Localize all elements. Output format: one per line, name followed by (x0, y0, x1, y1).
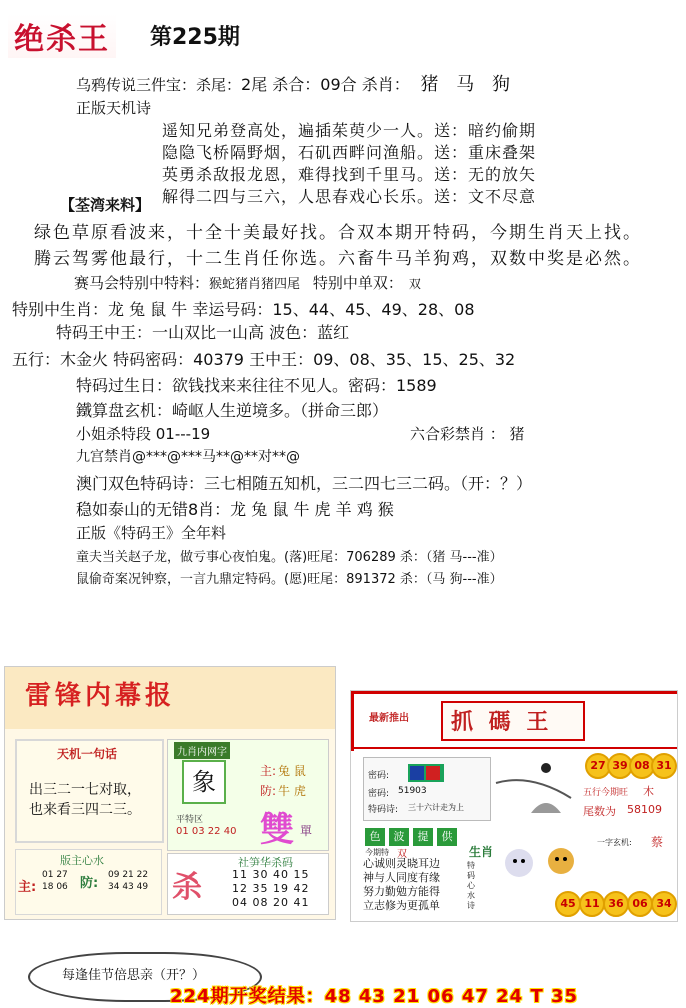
poem-label: 特码诗: (368, 805, 399, 815)
tab-gong: 供 (437, 828, 457, 846)
shuang-char: 雙 (260, 810, 294, 850)
top-ball: 27 (585, 753, 611, 779)
danshuang-label: 特别中单双： (312, 274, 403, 292)
zhu2-label: 主: (18, 880, 37, 895)
liuhecai-line: 六合彩禁肖 ： 猪 (410, 425, 525, 443)
yizi-label: 一字玄机: (597, 838, 632, 847)
wuxing-value: 木 (643, 785, 654, 798)
wuya-zodiac: 猪 马 狗 (420, 74, 516, 95)
verse-1: 绿色草原看波来，十全十美最好找。合双本期开特码，今期生肖天上找。 (34, 223, 642, 243)
bottom-ball: 06 (627, 891, 653, 917)
sheban-nums-3: 04 08 20 41 (232, 896, 310, 909)
issue-number: 第225期 (150, 25, 240, 50)
yizi-value: 蔡 (651, 835, 664, 849)
tianji-text-2: 也来看三四二三。 (29, 802, 141, 818)
jiugong-line: 九宫禁肖@***@***马**@**对**@ (76, 449, 300, 465)
poem-line-2: 隐隐飞桥隔野烟，石矶西畔问渔船。送：重床叠架 (162, 143, 537, 162)
poem-line-1: 遥知兄弟登高处，遍插茱萸少一人。送：暗约偷期 (162, 121, 537, 140)
guoshengri-line: 特码过生日：欲钱找来来往往不见人。密码：1589 (76, 376, 437, 395)
saima-label: 赛马会特别中特料： (74, 274, 210, 292)
logo-block-icon (410, 766, 424, 780)
wuya-tail: 2尾 杀合：09合 杀肖： (241, 75, 410, 94)
tianji-label: 天机一句话 (57, 747, 118, 761)
weishu-label: 尾数为 (583, 805, 616, 818)
cartoon-mice-icon (497, 837, 587, 887)
verse-2: 腾云驾雾他最行，十二生肖任你选。六畜牛马羊狗鸡，双数中奖是必然。 (34, 249, 642, 269)
zhuamawang-title: 抓 碼 王 (451, 710, 553, 735)
tianji-title: 正版天机诗 (76, 99, 152, 117)
quanwan-heading: 【荃湾来料】 (60, 196, 151, 214)
logo-title: 绝杀王 (8, 14, 116, 58)
bottom-ball: 36 (603, 891, 629, 917)
left-nums-1: 01 27 (42, 870, 68, 880)
top-ball: 31 (651, 753, 677, 779)
new-tag: 最新推出 (369, 713, 409, 724)
poem4-line-4: 立志修为更孤单 (363, 899, 440, 912)
jinqi-label: 今期特 (365, 848, 389, 857)
sheban-nums-1: 11 30 40 15 (232, 868, 310, 881)
wenru-line: 稳如泰山的无错8肖：龙 兔 鼠 牛 虎 羊 鸡 猴 (76, 500, 394, 519)
zhengban-line: 正版《特码王》全年料 (76, 524, 227, 542)
top-red-line (351, 691, 677, 694)
bottom-ball: 45 (555, 891, 581, 917)
jiuxiao-box (167, 739, 329, 851)
tebie-shengxiao-line: 特别中生肖：龙 兔 鼠 牛 幸运号码：15、44、45、49、28、08 (12, 300, 475, 319)
zhu-value: 兔 鼠 (278, 764, 306, 778)
poem4-block (363, 857, 440, 913)
leifeng-panel (4, 666, 336, 920)
mid-red-line (351, 747, 677, 749)
top-ball: 39 (607, 753, 633, 779)
sheban-label: 社笋华杀码 (238, 856, 293, 869)
shengxiao-label: 生肖 (469, 845, 494, 859)
poem-line-3: 英勇杀敌报龙恩，难得找到千里马。送：无的放矢 (162, 165, 537, 184)
logo-block-2-icon (426, 766, 440, 780)
row-2: 鼠偷奇案况钟察，一言九鼎定特码。(愿)旺尾：891372 杀：（马 狗---准） (76, 572, 503, 587)
weishu-value: 58109 (627, 803, 662, 816)
wuxing-label: 五行今期旺 (583, 788, 629, 798)
right-nums-2: 34 43 49 (108, 882, 149, 892)
wuya-line (76, 70, 516, 96)
wuxing-line: 五行：木金火 特码密码：40379 王中王：09、08、35、15、25、32 (12, 350, 516, 369)
right-nums-1: 09 21 22 (108, 870, 149, 880)
danshuang-value: 双 (408, 277, 421, 291)
cloud-text: 每逢佳节倍思亲（开？） (62, 968, 206, 983)
tab-ti: 提 (413, 828, 433, 846)
poem4-line-3: 努力勤勉方能得 (363, 885, 440, 898)
xinshui-box (15, 849, 162, 915)
result-line: 224期开奖结果：48 43 21 06 47 24 T 35 (170, 986, 579, 1007)
pingte-nums: 01 03 22 40 (176, 826, 237, 837)
logo-icon (408, 764, 444, 782)
tab-bo: 波 (389, 828, 409, 846)
row-1: 童夫当关赵子龙，做亏事心夜怕鬼。(落)旺尾：706289 杀：（猪 马---准） (76, 550, 503, 565)
fang-value: 牛 虎 (278, 784, 306, 798)
code-value: 51903 (398, 786, 427, 796)
sheban-nums-2: 12 35 19 42 (232, 882, 310, 895)
sha-char: 杀 (172, 870, 202, 905)
xinshui-label: 版主心水 (60, 854, 104, 867)
bottom-ball: 34 (651, 891, 677, 917)
tianji-text-1: 出三二一七对取， (29, 782, 141, 798)
branch-bird-icon (491, 753, 581, 821)
jinqi-value: 双 (397, 849, 407, 860)
fang-label: 防: (260, 784, 277, 798)
saima-value: 猴蛇猪肖猪四尾 (209, 277, 301, 292)
poem-value: 三十六计走为上 (408, 803, 464, 812)
temawang-line: 特码王中王：一山双比一山高 波色：蓝红 (56, 323, 350, 342)
tiesuan-line: 鐵算盘玄机：崎岖人生逆境多。（拼命三郎） (76, 401, 389, 420)
left-red-line (351, 691, 354, 751)
side-text: 特码心水诗 (467, 861, 475, 910)
zhu-label: 主: (260, 764, 277, 778)
pingte-label: 平特区 (176, 815, 204, 825)
poem-line-4: 解得二四与三六，人思春戏心长乐。送：文不尽意 (162, 187, 537, 206)
tabs-row (365, 825, 457, 846)
wuya-label: 乌鸦传说三件宝：杀尾： (76, 76, 242, 94)
xiaojie-line: 小姐杀特段 01---19 (76, 425, 211, 443)
sheban-box (167, 853, 329, 915)
aomen-line: 澳门双色特码诗：三七相随五知机，三二四七三二码。（开：？） (76, 474, 533, 493)
xiang-char: 象 (182, 760, 226, 804)
bottom-ball: 11 (579, 891, 605, 917)
code-label-2: 密码: (368, 789, 390, 799)
saima-line (74, 272, 421, 293)
dan-char: 單 (300, 824, 313, 838)
tianji-box (15, 739, 164, 843)
tab-se: 色 (365, 828, 385, 846)
fang2-label: 防: (80, 876, 99, 891)
poem4-line-1: 心诚则灵晓耳边 (363, 857, 440, 870)
code-label: 密码: (368, 771, 390, 781)
poem4-line-2: 神与人同度有缘 (363, 871, 440, 884)
jiuxiao-label: 九肖内网字 (174, 742, 230, 759)
code-box (363, 757, 491, 821)
zhuamawang-panel (350, 690, 678, 922)
left-nums-2: 18 06 (42, 882, 68, 892)
top-ball: 08 (629, 753, 655, 779)
leifeng-title: 雷锋内幕报 (25, 681, 176, 711)
